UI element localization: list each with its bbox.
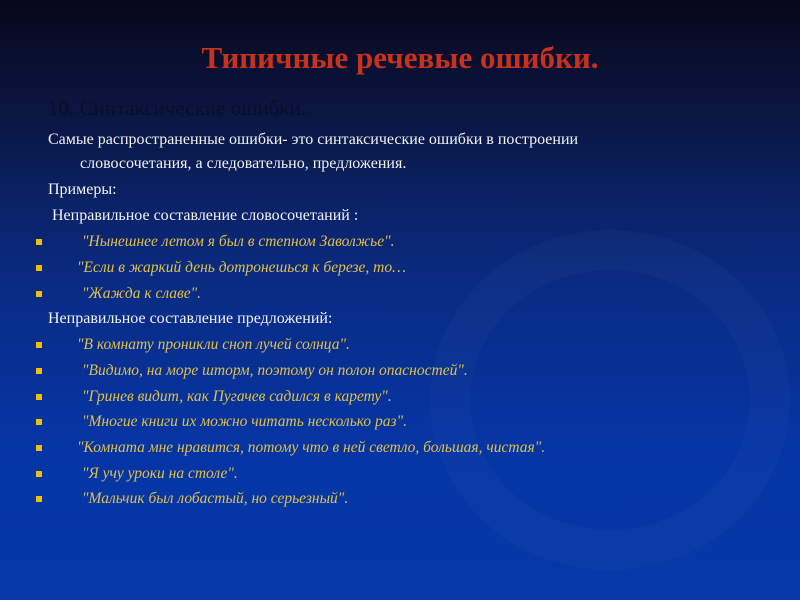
phrases-heading: Неправильное составление словосочетаний :	[48, 207, 359, 224]
example-text: "Нынешнее летом я был в степном Заволжье".	[82, 233, 395, 250]
bullet-icon	[36, 342, 42, 348]
bullet-icon	[36, 368, 42, 374]
background-swirl	[430, 230, 790, 570]
intro-line-2: словосочетания, а следовательно, предложения.	[80, 155, 407, 172]
example-text: "Видимо, на море шторм, поэтому он полон опасностей".	[82, 362, 468, 379]
bullet-icon	[36, 239, 42, 245]
slide-title: Типичные речевые ошибки.	[201, 40, 599, 75]
example-text: "Мальчик был лобастый, но серьезный".	[82, 490, 349, 507]
bullet-icon	[36, 471, 42, 477]
intro-line-1: Самые распространенные ошибки- это синтаксические ошибки в построении	[48, 131, 579, 148]
example-text: "Если в жаркий день дотронешься к березе, то…	[77, 259, 406, 276]
section-heading: 10. Синтаксические ошибки.	[48, 96, 306, 120]
sentences-heading: Неправильное составление предложений:	[48, 310, 333, 327]
bullet-icon	[36, 265, 42, 271]
bullet-icon	[36, 394, 42, 400]
bullet-icon	[36, 496, 42, 502]
example-text: "Многие книги их можно читать несколько раз".	[82, 413, 407, 430]
example-text: "Гринев видит, как Пугачев садился в карету".	[82, 388, 392, 405]
example-text: "В комнату проникли сноп лучей солнца".	[77, 336, 350, 353]
example-text: "Жажда к славе".	[82, 285, 202, 302]
example-text: "Я учу уроки на столе".	[82, 465, 238, 482]
bullet-icon	[36, 419, 42, 425]
examples-label: Примеры:	[48, 181, 117, 198]
bullet-icon	[36, 291, 42, 297]
example-text: "Комната мне нравится, потому что в ней светло, большая, чистая".	[77, 439, 546, 456]
bullet-icon	[36, 445, 42, 451]
